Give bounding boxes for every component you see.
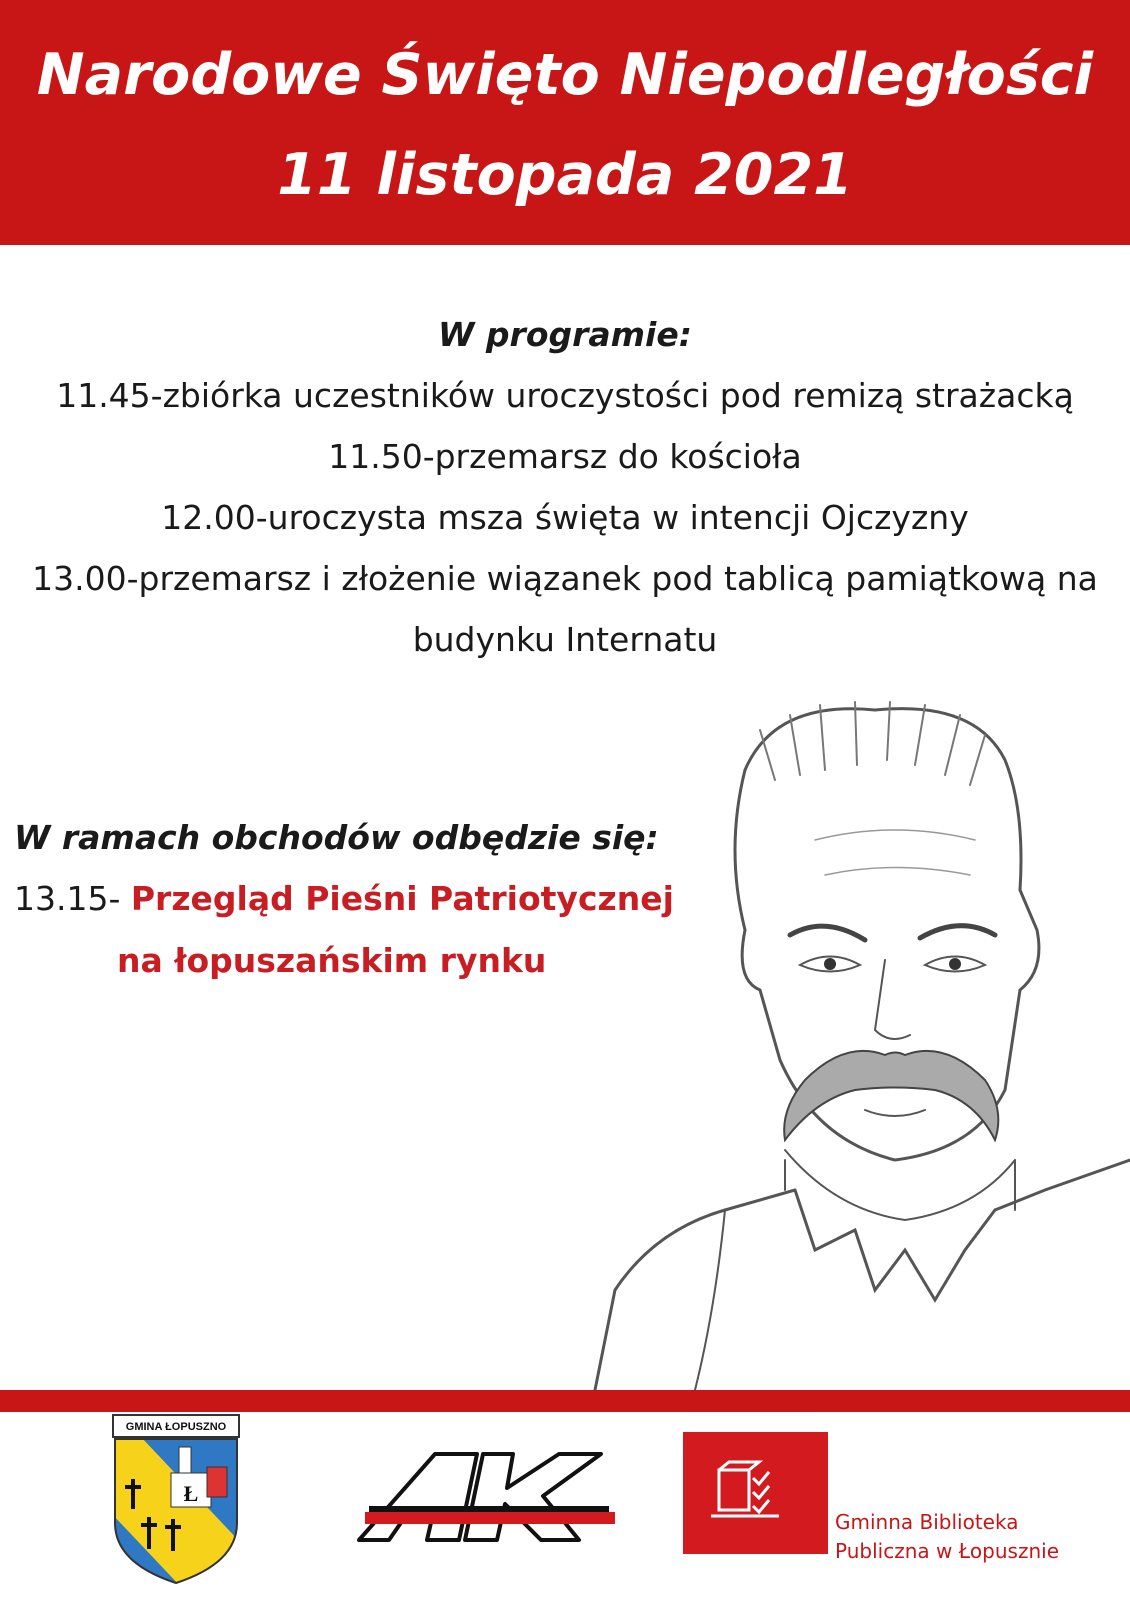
program-line: 11.45-zbiórka uczestników uroczystości pod remizą strażacką xyxy=(56,376,1074,415)
gmina-letter: Ł xyxy=(183,1481,199,1506)
event-time: 13.15- xyxy=(14,879,131,918)
library-logo-icon xyxy=(683,1432,828,1554)
header-banner xyxy=(0,0,1130,245)
library-name-line1: Gminna Biblioteka xyxy=(835,1510,1019,1534)
events-heading: W ramach obchodów odbędzie się: xyxy=(14,818,659,857)
event-title: Przegląd Pieśni Patriotycznej xyxy=(130,879,674,918)
library-name-line2: Publiczna w Łopusznie xyxy=(835,1539,1059,1563)
event-location: na łopuszańskim rynku xyxy=(117,941,547,980)
program-heading: W programie: xyxy=(438,315,692,354)
program-line: budynku Internatu xyxy=(412,620,718,659)
program-line: 11.50-przemarsz do kościoła xyxy=(328,437,802,476)
gmina-coat-of-arms-icon xyxy=(111,1413,241,1585)
gmina-label: GMINA ŁOPUSZNO xyxy=(125,1421,227,1433)
library-name xyxy=(835,1508,1059,1566)
event-date: 11 listopada 2021 xyxy=(277,142,853,208)
portrait-sketch xyxy=(575,690,1130,1390)
ak-logo-icon xyxy=(355,1446,645,1544)
program-line: 12.00-uroczysta msza święta w intencji Ojczyzny xyxy=(161,498,969,537)
page-title: Narodowe Święto Niepodległości xyxy=(36,42,1094,108)
program-section xyxy=(0,305,1130,670)
program-line: 13.00-przemarsz i złożenie wiązanek pod tablicą pamiątkową na xyxy=(32,559,1098,598)
footer-band xyxy=(0,1390,1130,1412)
